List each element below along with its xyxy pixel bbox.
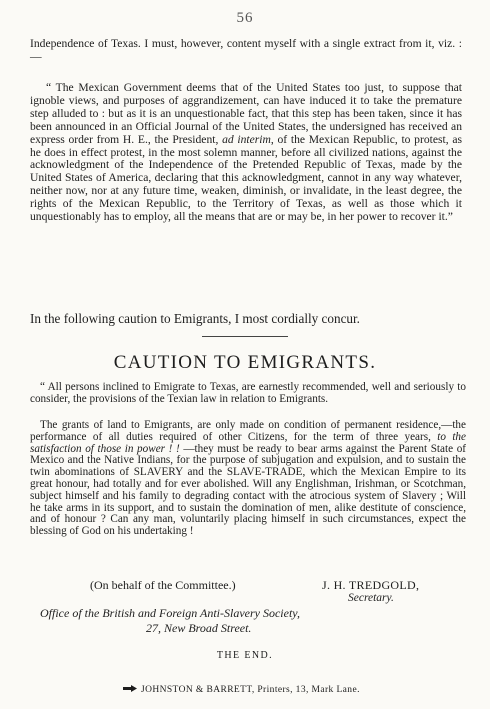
- printer-imprint: [122, 684, 360, 696]
- caution-heading: CAUTION TO EMIGRANTS.: [113, 352, 377, 373]
- page-number: 56: [236, 10, 254, 26]
- signatory-title: Secretary.: [348, 592, 394, 604]
- the-end-marker: THE END.: [216, 650, 274, 661]
- caution-paragraph-1: “ All persons inclined to Emigrate to Texas, are earnestly recommended, well and seriously to consider, the provisions of the Texian law in relation to Emigrants.: [30, 381, 466, 405]
- mexican-protest-quote: “ The Mexican Government deems that of the United States too just, to suppose that ignoble views, and purposes of aggrandizement, can have induced it to take the premature step alluded to : but as it is an unquestionable fact, that this step has been taken, since it has been announced in an Official Journal of the United States, the undersigned has received an express order from H. E., the President, ad interim, of the Mexican Republic, to protest, as he does in effect protest, in the most solemn manner, before all civilized nations, against the acknowledgment of the Independence of the Pretended Republic of Texas, made by the United States of America, declaring that this acknowledgment, cannot in any way whatever, neither now, nor at any future time, weaken, diminish, or invalidate, in the least degree, the rights of the Mexican Republic, to the Territory of Texas, as well as those which it unquestionably has to employ, all the means that are or may be, in her power to recover it.”: [30, 81, 462, 224]
- section-divider: [202, 336, 288, 337]
- printer-imprint-text: JOHNSTON & BARRETT, Printers, 13, Mark Lane.: [141, 685, 360, 696]
- committee-note: (On behalf of the Committee.): [90, 578, 236, 592]
- signatory-name: J. H. TREDGOLD,: [322, 578, 420, 592]
- society-office-line: Office of the British and Foreign Anti-Slavery Society,: [40, 606, 300, 620]
- caution-paragraph-2: The grants of land to Emigrants, are only made on condition of permanent residence,—the performance of all duties required of other Citizens, for the term of three years, to the satisfaction of those in power ! ! —they must be ready to bear arms against the Parent State of Mexico and the Native Indians, for the purpose of subjugation and expulsion, and to sustain the twin abominations of SLAVERY and the SLAVE-TRADE, which the Mexican Empire to its great honour, had totally and for ever abolished. Will any Englishman, Irishman, or Scotchman, subject himself and his family to degrading contact with the atrocious system of Slavery ; Will he take arms in its support, and to sustain the domination of men, alike destitute of conscience, and of honour ? Can any man, voluntarily placing himself in such circumstances, expect the blessing of God on his undertaking !: [30, 419, 467, 538]
- society-address-line: 27, New Broad Street.: [146, 621, 252, 635]
- pointing-hand-icon: [122, 684, 138, 696]
- intro-paragraph: Independence of Texas. I must, however, content myself with a single extract from it, viz. :—: [30, 37, 462, 63]
- caution-intro-line: In the following caution to Emigrants, I most cordially concur.: [30, 311, 360, 326]
